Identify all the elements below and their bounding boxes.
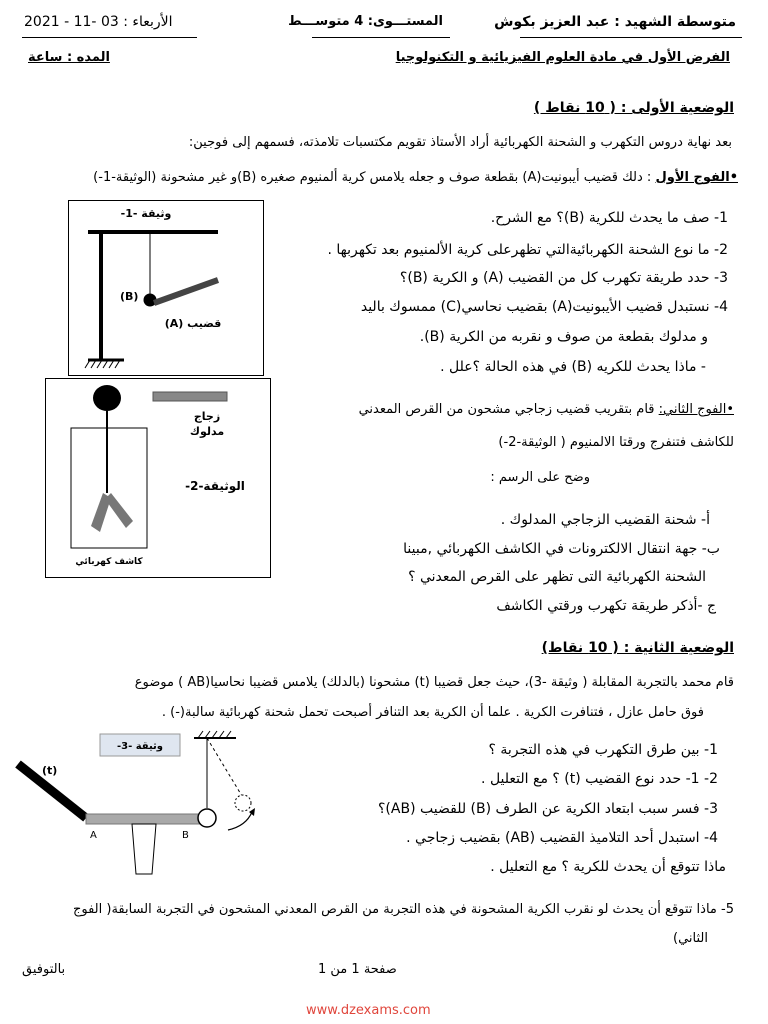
group1-label: •الفوج الأول [655, 170, 738, 185]
part1-heading: الوضعية الأولى : ( 10 نقاط ) [533, 100, 734, 116]
exam-title: الفرض الأول في مادة العلوم الفيزيائية و التكنولوجيا [395, 50, 730, 65]
part1-intro: بعد نهاية دروس التكهرب و الشحنة الكهربائية أراد الأستاذ تقويم مكتسبات تلامذته، فسمهم إلى فوجين: [188, 135, 732, 150]
doc2-detector-label: كاشف كهربائي [75, 557, 143, 567]
page-number: صفحة 1 من 1 [318, 962, 397, 977]
document-2-figure [45, 378, 271, 578]
school-name: متوسطة الشهيد : عبد العزيز بكوش [494, 14, 736, 30]
sub-b1: ب- جهة انتقال الالكترونات في الكاشف الكهربائي ,مبينا [403, 541, 720, 557]
group1-line [93, 170, 738, 185]
doc3-ball [198, 809, 216, 827]
doc2-glass-label2: مدلوك [189, 425, 225, 438]
header-school-underline [520, 37, 742, 38]
doc2-title: الوثيقة-2- [185, 479, 245, 493]
doc3-label-t: (t) [42, 764, 58, 777]
doc3-label-a: A [90, 830, 97, 841]
group2-text: قام بتقريب قضيب زجاجي مشحون من القرص المعدني [358, 402, 655, 417]
header-date-underline [22, 37, 197, 38]
doc1-title: وثيقة -1- [120, 207, 172, 220]
document-1-figure [68, 200, 264, 376]
doc3-thread-dashed [207, 738, 242, 796]
doc2-glass-rod [153, 392, 227, 401]
explain-label: وضح على الرسم : [490, 470, 590, 485]
level-label: المستـــوى: 4 متوســـط [288, 14, 443, 29]
part2-q4b: ماذا تتوقع أن يحدث للكرية ؟ مع التعليل . [490, 859, 726, 875]
part2-q1: 1- بين طرق التكهرب في هذه التجربة ؟ [488, 742, 718, 758]
doc3-insulating-stand [132, 824, 156, 874]
doc1-label-b: (B) [120, 290, 139, 303]
exam-date: الأربعاء : 03 -11 - 2021 [24, 14, 173, 30]
group2-text2: للكاشف فتنفرج ورقتا الالمنيوم ( الوثيقة-2-) [498, 435, 734, 450]
doc2-metal-disc [93, 385, 121, 411]
part2-q4: 4- استبدل أحد التلاميذ القضيب (AB) بقضيب زجاجي . [406, 830, 718, 846]
sub-b2: الشحنة الكهربائية التى تظهر على القرص المعدني ؟ [408, 569, 706, 585]
part1-q3: 3- حدد طريقة تكهرب كل من القضيب (A) و الكرية (B)؟ [399, 270, 728, 286]
doc1-frame [69, 201, 264, 376]
doc3-arrow-head [249, 808, 255, 816]
doc2-glass-label1: زجاج [193, 410, 221, 423]
website-link[interactable]: www.dzexams.com [306, 1003, 431, 1018]
good-luck: بالتوفيق [22, 962, 66, 977]
part1-q1: 1- صف ما يحدث للكرية (B)؟ مع الشرح. [490, 210, 728, 226]
group2-line [359, 402, 734, 417]
doc3-rod-ab [86, 814, 204, 824]
document-3-figure [14, 728, 270, 878]
sub-a: أ- شحنة القضيب الزجاجي المدلوك . [500, 512, 710, 528]
part2-q2: 2- 1- حدد نوع القضيب (t) ؟ مع التعليل . [481, 771, 718, 787]
part1-q4b: و مدلوك بقطعة من صوف و نقربه من الكرية (B). [419, 329, 708, 345]
group2-label: •الفوج الثاني: [658, 402, 734, 417]
group1-text: : دلك قضيب أيبونيت(A) بقطعة صوف و جعله يلامس كرية ألمنيوم صغيره (B)و غير مشحونة (الوثيقة-1-) [93, 170, 652, 185]
part2-intro2: فوق حامل عازل ، فتنافرت الكرية . علما أن الكرية بعد التنافر أصبحت تحمل شحنة كهربائية سالبة(-) . [161, 705, 704, 720]
doc3-label-b: B [182, 830, 189, 841]
sub-c: ج -أذكر طريقة تكهرب ورقتي الكاشف [496, 598, 716, 614]
header-level-underline [312, 37, 450, 38]
part1-q4c: - ماذا يحدث للكريه (B) في هذه الحالة ؟علل . [440, 359, 706, 375]
doc3-motion-arrow [228, 812, 252, 830]
part2-intro1: قام محمد بالتجربة المقابلة ( وثيقة -3)، حيث جعل قضيبا (t) مشحونا (بالدلك) يلامس قضيبا نحاسيا(AB ) موضوع [134, 675, 734, 690]
doc3-ball-deflected [235, 795, 251, 811]
doc3-title: وثيقة -3- [116, 741, 164, 752]
doc1-label-a: قضيب (A) [164, 317, 222, 330]
part2-heading: الوضعية الثانية : ( 10 نقاط) [541, 640, 734, 656]
part1-q4a: 4- نستبدل قضيب الأيبونيت(A) بقضيب نحاسي(C) ممسوك باليد [360, 299, 728, 315]
exam-duration: المده : ساعة [28, 50, 110, 65]
part2-q3: 3- فسر سبب ابتعاد الكرية عن الطرف (B) للقضيب (AB)؟ [378, 801, 718, 817]
part2-q5a: 5- ماذا تتوقع أن يحدث لو نقرب الكرية المشحونة في هذه التجربة من القرص المعدني المشحون في التجربة السابقة( الفوج [73, 902, 734, 917]
part2-q5b: الثاني) [673, 931, 708, 946]
part1-q2: 2- ما نوع الشحنة الكهربائيةالتي تظهرعلى كرية الألمنيوم بعد تكهربها . [327, 242, 728, 258]
